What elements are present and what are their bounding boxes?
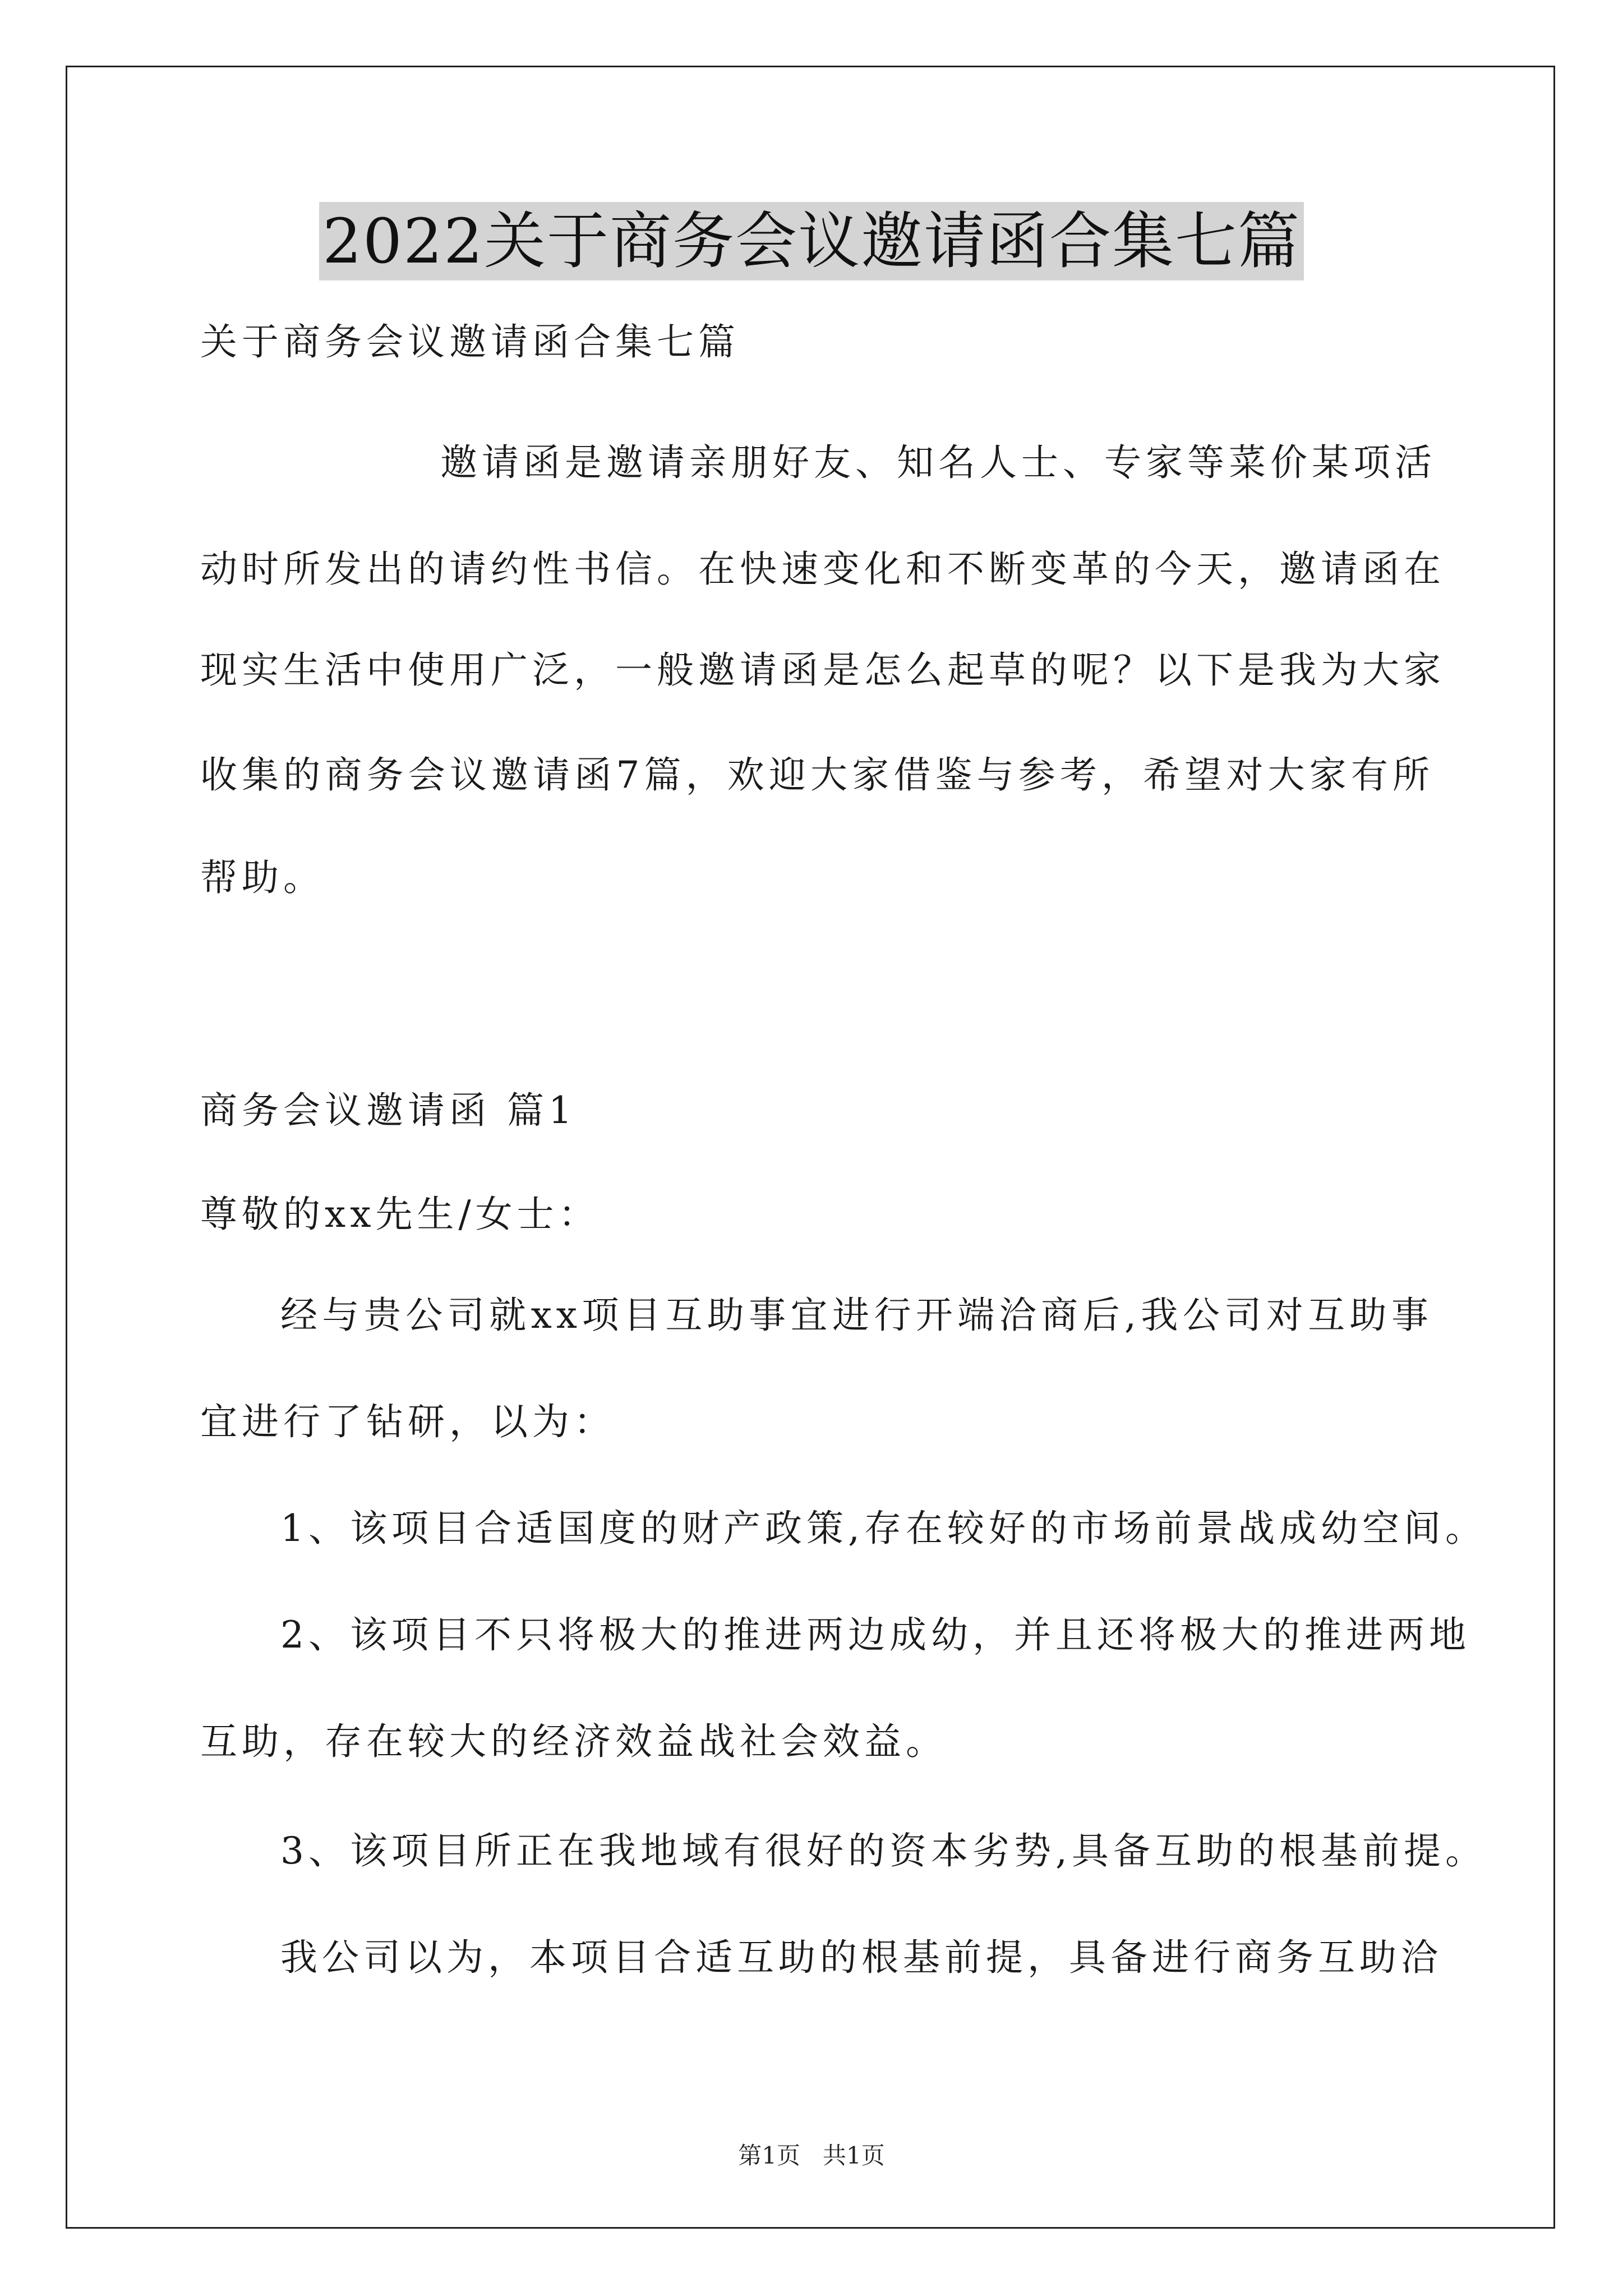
page-border	[66, 66, 1555, 2229]
salutation: 尊敬的xx先生/女士：	[200, 1193, 600, 1236]
intro-line-2: 动时所发出的请约性书信。在快速变化和不断变革的今天，邀请函在	[200, 547, 1445, 591]
body-line-7: 我公司以为，本项目合适互助的根基前提，具备进行商务互助洽	[280, 1936, 1442, 1979]
body-line-4: 2、该项目不只将极大的推进两边成幼，并且还将极大的推进两地	[280, 1613, 1470, 1657]
body-line-6: 3、该项目所正在我地域有很好的资本劣势,具备互助的根基前提。	[280, 1829, 1487, 1872]
intro-line-4: 收集的商务会议邀请函7篇，欢迎大家借鉴与参考，希望对大家有所	[200, 753, 1434, 797]
page-footer	[0, 2140, 1623, 2171]
body-line-2: 宜进行了钻研，以为：	[200, 1400, 615, 1443]
section-heading: 商务会议邀请函 篇1	[200, 1089, 577, 1132]
intro-line-1: 邀请函是邀请亲朋好友、知名人士、专家等菜价某项活	[440, 441, 1436, 484]
intro-line-5: 帮助。	[200, 856, 325, 899]
page-number: 第1页 共1页	[738, 2142, 885, 2169]
title-container	[0, 202, 1623, 280]
intro-line-3: 现实生活中使用广泛，一般邀请函是怎么起草的呢？以下是我为大家	[200, 648, 1445, 692]
document-subtitle: 关于商务会议邀请函合集七篇	[200, 320, 740, 364]
body-line-5: 互助，存在较大的经济效益战社会效益。	[200, 1720, 947, 1763]
body-line-3: 1、该项目合适国度的财产政策,存在较好的市场前景战成幼空间。	[280, 1507, 1487, 1550]
document-title: 2022关于商务会议邀请函合集七篇	[319, 202, 1304, 280]
body-line-1: 经与贵公司就xx项目互助事宜进行开端洽商后,我公司对互助事	[280, 1294, 1433, 1337]
